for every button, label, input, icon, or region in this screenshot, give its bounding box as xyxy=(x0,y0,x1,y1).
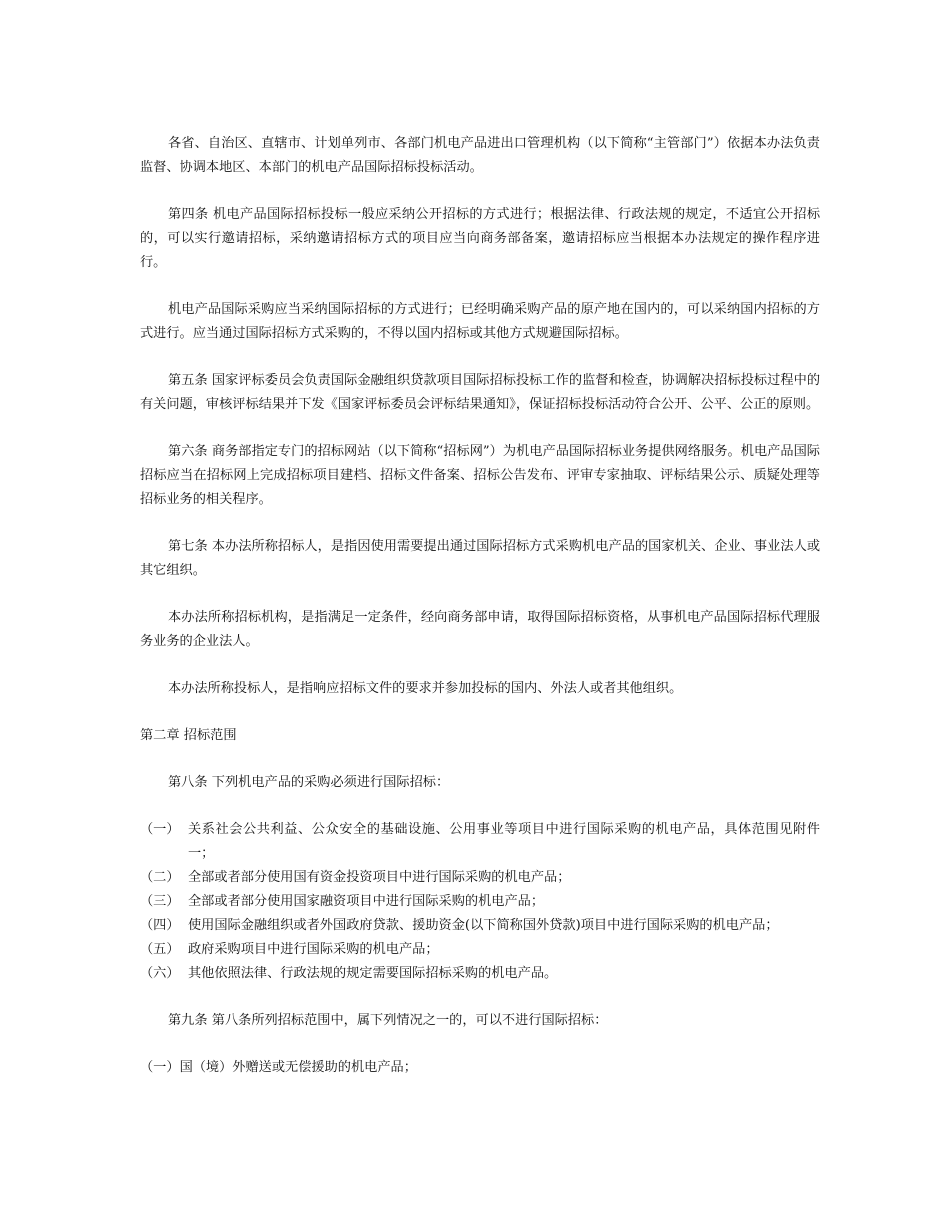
article-6: 第六条 商务部指定专门的招标网站（以下简称“招标网”）为机电产品国际招标业务提供网络服务。机电产品国际招标应当在招标网上完成招标项目建档、招标文件备案、招标公告发布、评审专家抽取、评标结果公示、质疑处理等招标业务的相关程序。 xyxy=(140,444,820,507)
list-item xyxy=(140,866,820,890)
list-item-number: （一） xyxy=(140,822,180,837)
article-8: 第八条 下列机电产品的采购必须进行国际招标： xyxy=(168,775,450,790)
chapter-heading: 第二章 招标范围 xyxy=(140,728,237,743)
article-7: 第七条 本办法所称招标人，是指因使用需要提出通过国际招标方式采购机电产品的国家机关、企业、事业法人或其它组织。 xyxy=(140,539,820,578)
list-item-number: （六） xyxy=(140,966,180,981)
list-item xyxy=(140,962,820,986)
article-5: 第五条 国家评标委员会负责国际金融组织贷款项目国际招标投标工作的监督和检查，协调解决招标投标过程中的有关问题，审核评标结果并下发《国家评标委员会评标结果通知》，保证招标投标活动符合公开、公平、公正的原则。 xyxy=(140,373,820,412)
list-item-text: 国（境）外赠送或无偿援助的机电产品； xyxy=(179,1060,417,1075)
list-item-number: （五） xyxy=(140,942,180,957)
article-9: 第九条 第八条所列招标范围中，属下列情况之一的，可以不进行国际招标： xyxy=(168,1013,608,1028)
paragraph-supervising-agencies: 各省、自治区、直辖市、计划单列市、各部门机电产品进出口管理机构（以下简称“主管部门”）依据本办法负责监督、协调本地区、本部门的机电产品国际招标投标活动。 xyxy=(140,136,820,175)
list-item xyxy=(140,818,820,866)
article-4: 第四条 机电产品国际招标投标一般应采纳公开招标的方式进行；根据法律、行政法规的规定，不适宜公开招标的，可以实行邀请招标，采纳邀请招标方式的项目应当向商务部备案，邀请招标应当根据本办法规定的操作程序进行。 xyxy=(140,207,820,270)
list-item xyxy=(140,890,820,914)
paragraph-international-procurement: 机电产品国际采购应当采纳国际招标的方式进行；已经明确采购产品的原产地在国内的，可以采纳国内招标的方式进行。应当通过国际招标方式采购的，不得以国内招标或其他方式规避国际招标。 xyxy=(140,302,820,341)
paragraph-bidding-agency: 本办法所称招标机构，是指满足一定条件，经向商务部申请，取得国际招标资格，从事机电产品国际招标代理服务业务的企业法人。 xyxy=(140,610,820,649)
list-item-text: 政府采购项目中进行国际采购的机电产品； xyxy=(188,942,439,957)
article-8-list xyxy=(140,818,820,986)
paragraph-bidder: 本办法所称投标人，是指响应招标文件的要求并参加投标的国内、外法人或者其他组织。 xyxy=(168,681,683,696)
article-9-list xyxy=(140,1056,820,1080)
list-item xyxy=(140,1056,820,1080)
list-item-number: （三） xyxy=(140,894,180,909)
document-page xyxy=(140,132,820,1103)
list-item-number: （二） xyxy=(140,870,180,885)
list-item-text: 全部或者部分使用国家融资项目中进行国际采购的机电产品； xyxy=(188,894,545,909)
list-item-text: 关系社会公共利益、公众安全的基础设施、公用事业等项目中进行国际采购的机电产品，具体范围见附件一； xyxy=(188,822,820,861)
list-item xyxy=(140,914,820,938)
list-item-text: 使用国际金融组织或者外国政府贷款、援助资金(以下简称国外贷款)项目中进行国际采购的机电产品； xyxy=(188,918,779,933)
list-item-text: 其他依照法律、行政法规的规定需要国际招标采购的机电产品。 xyxy=(188,966,558,981)
list-item-number: （一） xyxy=(140,1060,180,1075)
list-item-number: （四） xyxy=(140,918,180,933)
list-item-text: 全部或者部分使用国有资金投资项目中进行国际采购的机电产品； xyxy=(188,870,571,885)
list-item xyxy=(140,938,820,962)
